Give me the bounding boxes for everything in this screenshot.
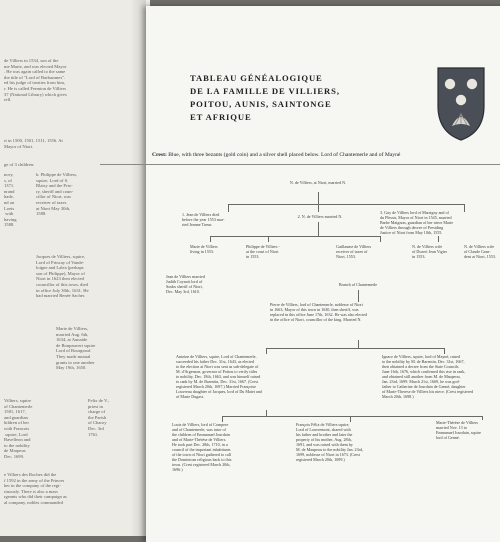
tree-connector — [210, 236, 211, 242]
tree-connector — [266, 348, 444, 349]
branch-label: Branch of Chantemerle — [338, 282, 378, 287]
left-fragment-2: rt in 1500, 1501, 1511, 1556. At Mayor of Niort. — [4, 138, 63, 149]
left-fragment-7: Marie de Villiers, married Aug. 6th, 1634, at Aunaide de Bonpauvert squire Lord of Bourgeauf. They made mutual grants to one another May 19th, 1650. — [56, 326, 96, 371]
tree-connector — [358, 340, 359, 348]
left-fragment-8: Villiers, squire of Chantemerle 1581, 1617, and guardian hildren of her with Francois squire, Lord Bavelleon and to the nobility de Marpeus Dec. 1699. — [4, 398, 33, 459]
tree-connector — [358, 290, 359, 302]
left-fragment-5: b. Philippe de Villiers, squire, Lord of S. Blaisy and the Prio- ry, sheriff and coun- cillor of Niort, was receiver of taxes at Niort May 30th, 1588. — [36, 172, 78, 217]
left-fragment-3: ge of 3 children: — [4, 162, 35, 167]
left-fragment-6: Jacques de Villiers, squire, Lord of Princay of Vande- loigne and Lalea (perhaps son of Philippe), Mayor of Niort in 1623 then elected councillor of this town, died in office July 30th, 1631. He had married Renée Sacher. — [36, 254, 89, 299]
title-line-2: DE LA FAMILLE DE VILLIERS, — [190, 86, 340, 96]
tree-connector — [318, 222, 319, 236]
left-fragment-10: e Villiers des Roches did the f 1592 in the army of the Princes her in the company of the regi- rtuously. There is also a mass rgeants who did their campaign as al company, nobles commanded — [4, 472, 67, 505]
tree-gen2-guy: 3. Guy de Villiers lord of Marrigny and of du Plessis, Mayor of Niort in 1545, married Barbe Maignon, guardian of her niece Marie de Villiers through decree of Presiding Justice of Niort from May 10th, 1555. — [380, 210, 454, 235]
left-page — [0, 0, 150, 536]
title-line-4: ET AFRIQUE — [190, 112, 252, 122]
tree-connector — [438, 236, 439, 242]
title-line-1: TABLEAU GÉNÉALOGIQUE — [190, 73, 323, 83]
page-fold — [132, 0, 146, 536]
divider-line — [100, 164, 500, 165]
tree-gen3-wife-grandent: N. de Villiers wife of Claude Gran- dent at Niort, 1553. — [464, 244, 496, 259]
tree-gen2-jean: 1. Jean de Villiers died before the year 1553 mar- ried Jeanne Tireur. — [182, 212, 225, 227]
tree-marie-therese: Marie-Thérèse de Villiers married Nov. 13 to Emmanuel Jourdain, squire lord of Genné. — [436, 420, 481, 440]
tree-connector — [380, 236, 381, 242]
tree-jean-married: Jean de Villiers married Judith Coynoit lord of Soubs sheriff of Niort, Dec. May 3rd, 1610. — [166, 274, 205, 294]
tree-gen3-wife-vigier: N. de Villiers wife of Dozeri Jean Vigier in 1553. — [412, 244, 448, 259]
left-fragment-4: ncey, s, of 1371. nrand hade, nd on Loeis with having 1588. — [4, 172, 17, 228]
tree-root: N. de Villiers, at Niort, married N. — [289, 180, 347, 185]
title-line-3: POITOU, AUNIS, SAINTONGE — [190, 99, 332, 109]
tree-pierre: Pierre de Villiers, lord of Chantemerle, noblesse of Niort in 1663, Mayor of this town in 1630, then sheriff, was replaced in this office June 17th, 1632. He was also elected in the office of Niort, councillor of the king. Married N. — [270, 302, 368, 322]
tree-gen3-philippe: Philippe de Villiers - at the court of Niort in 1553. — [246, 244, 280, 259]
left-fragment-1: de Villiers in 1534, son of the me Marie, and was elected Mayor . He was again called to the same the title of "Lord of Barbazanes". ed his judge of treaties from him, r. He is called Fermion de Villiers 37 (National Library) which gives rell. — [4, 58, 67, 103]
tree-connector — [228, 204, 229, 212]
tree-gen2-n: 2. N. de Villiers married N. — [297, 214, 343, 219]
tree-connector — [222, 416, 482, 417]
page-title — [190, 72, 340, 124]
tree-ignace: Ignace de Villiers, squire, lord of Mayné, raised to the nobility by M. de Barentin, Dec. 31st, 1667, then obtained a decree from the State Councils June 16th, 1676, which confirmed this rise in rank, and obtained still another from M. de Maupeou, Jan. 23rd, 1699. March 21st, 1669, he was god- father to Catherine de Jourdain de Genné, daughter of Marie-Therese de Villiers his niece. (Crest registered March 20th, 1698.) — [382, 354, 474, 399]
tree-antoine: Antoine de Villiers, squire, Lord of Chantemerle, succeeded his father Dec. 31st, 1643, as elected to the election at Niort was sent as sub-delegate of M. d'Argenson, governor of Poitou to verify titles to nobility, Dec. 18th, 1663, and was himself raised to rank by M. de Barentin, Dec. 31st, 1667. (Crest registered March 20th, 1697.) Married Françoise Louvreau daughter of Jacques, lord of Du Matet and of Marie Dugast. — [176, 354, 262, 399]
crest-line — [152, 152, 498, 158]
tree-connector — [318, 192, 319, 204]
tree-gen3-marie: Marie de Villiers living in 1553. — [190, 244, 218, 254]
tree-connector — [228, 204, 464, 205]
tree-gen3-guillaume: Guillaume de Villiers receiver of taxes of Niort, 1553. — [336, 244, 372, 259]
tree-connector — [210, 236, 380, 237]
tree-connector — [318, 204, 319, 212]
tree-connector — [268, 236, 269, 242]
left-fragment-9: Felix de V., priest in charge of the Parish of Charoy Dec. 3rd 1761. — [88, 398, 110, 437]
crest-text: Blue, with three bezants (gold coin) and a silver shell placed below. Lord of Chantemerle and of Mayné — [168, 152, 401, 158]
crest-label: Crest: — [152, 152, 167, 158]
tree-francois: François Félix de Villiers squire, Lord of Louvremont, shared with his father and brother and later the property of his mother, Aug. 28th, 1691, and was raised with them by M. de Maupeou to the nobility Jan. 23rd, 1699, noblesse of Niort in 1673. (Crest registered March 20th, 1699.) — [296, 422, 364, 462]
coat-of-arms-shield-icon — [436, 66, 486, 142]
tree-louis: Louis de Villiers, lord of Compere and of Chantemerle, was tutor of the children of Emmanuel Jourdain and of Marie-Thérèse de Villiers. He took part Dec. 28th, 1710, in a council of the important inhabitants of the town of Niort gathered to call the Dominican religious back to this town. (Crest registered March 20th, 1696.) — [172, 422, 232, 472]
